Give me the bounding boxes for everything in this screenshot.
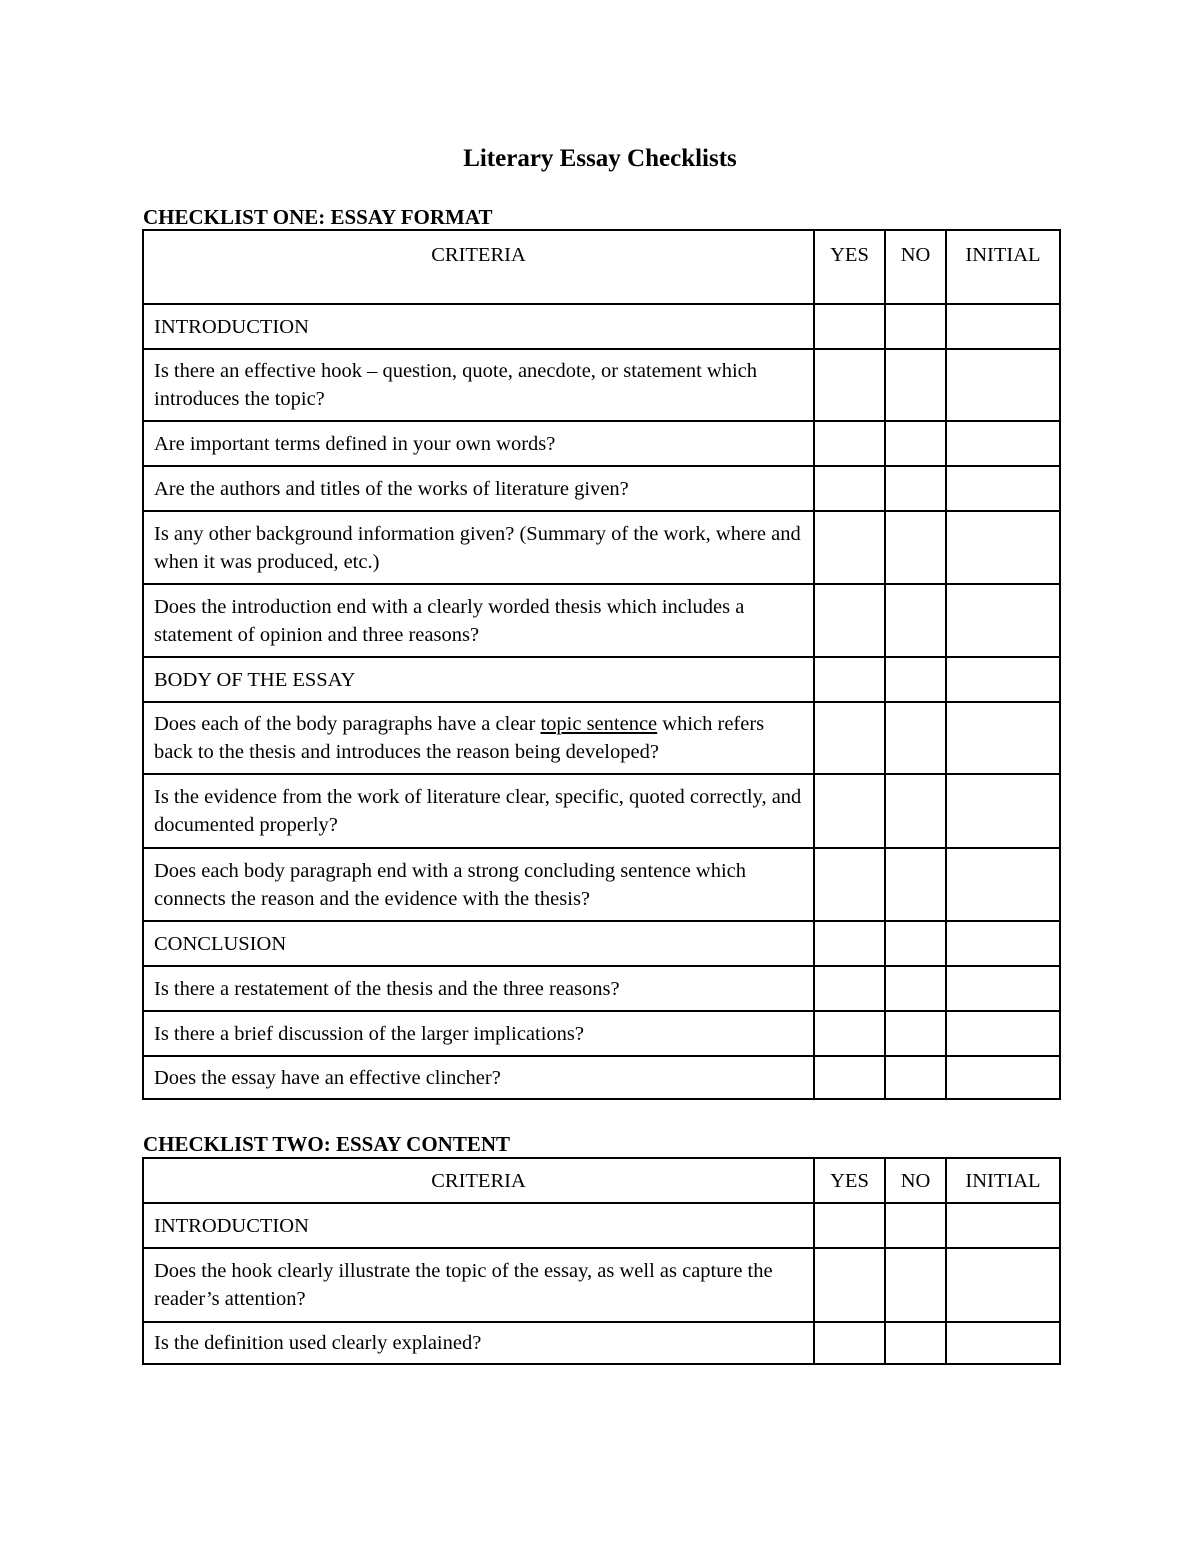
- initial-cell[interactable]: [946, 702, 1060, 774]
- initial-cell[interactable]: [946, 1203, 1060, 1248]
- criteria-text: Is the evidence from the work of literature clear, specific, quoted correctly, and documented properly?: [143, 774, 814, 848]
- criteria-text: Does each body paragraph end with a strong concluding sentence which connects the reason and the evidence with the thesis?: [143, 848, 814, 921]
- no-cell[interactable]: [885, 966, 946, 1011]
- table-row: [143, 1248, 1060, 1322]
- section-label-introduction: INTRODUCTION: [143, 1203, 814, 1248]
- initial-cell[interactable]: [946, 1322, 1060, 1364]
- yes-cell[interactable]: [814, 848, 885, 921]
- table-row: [143, 466, 1060, 511]
- initial-cell[interactable]: [946, 349, 1060, 421]
- criteria-text: Is any other background information given? (Summary of the work, where and when it was produced, etc.): [143, 511, 814, 584]
- no-cell[interactable]: [885, 657, 946, 702]
- criteria-text: Is there a restatement of the thesis and the three reasons?: [143, 966, 814, 1011]
- table-row: [143, 304, 1060, 349]
- table-header-row: [143, 230, 1060, 304]
- criteria-text: Is the definition used clearly explained?: [143, 1322, 814, 1364]
- section-label-body: BODY OF THE ESSAY: [143, 657, 814, 702]
- criteria-text: Are the authors and titles of the works of literature given?: [143, 466, 814, 511]
- yes-cell[interactable]: [814, 1011, 885, 1056]
- no-cell[interactable]: [885, 1011, 946, 1056]
- no-cell[interactable]: [885, 304, 946, 349]
- initial-cell[interactable]: [946, 466, 1060, 511]
- yes-cell[interactable]: [814, 921, 885, 966]
- initial-cell[interactable]: [946, 774, 1060, 848]
- table-row: [143, 966, 1060, 1011]
- column-header-initial: INITIAL: [946, 230, 1060, 304]
- no-cell[interactable]: [885, 702, 946, 774]
- initial-cell[interactable]: [946, 421, 1060, 466]
- column-header-no: NO: [885, 230, 946, 304]
- column-header-no: NO: [885, 1158, 946, 1203]
- criteria-text: Are important terms defined in your own words?: [143, 421, 814, 466]
- table-row: [143, 921, 1060, 966]
- checklist-one-heading: CHECKLIST ONE: ESSAY FORMAT: [143, 205, 493, 229]
- section-label-conclusion: CONCLUSION: [143, 921, 814, 966]
- yes-cell[interactable]: [814, 702, 885, 774]
- table-row: [143, 1322, 1060, 1364]
- table-row: [143, 511, 1060, 584]
- no-cell[interactable]: [885, 1322, 946, 1364]
- no-cell[interactable]: [885, 1056, 946, 1099]
- yes-cell[interactable]: [814, 966, 885, 1011]
- criteria-text: Does the hook clearly illustrate the topic of the essay, as well as capture the reader’s attention?: [143, 1248, 814, 1322]
- yes-cell[interactable]: [814, 466, 885, 511]
- yes-cell[interactable]: [814, 657, 885, 702]
- column-header-initial: INITIAL: [946, 1158, 1060, 1203]
- initial-cell[interactable]: [946, 584, 1060, 657]
- table-row: [143, 584, 1060, 657]
- table-header-row: [143, 1158, 1060, 1203]
- page-title: Literary Essay Checklists: [463, 145, 737, 172]
- column-header-yes: YES: [814, 230, 885, 304]
- criteria-text-before: Does each of the body paragraphs have a clear: [154, 713, 541, 735]
- no-cell[interactable]: [885, 584, 946, 657]
- no-cell[interactable]: [885, 921, 946, 966]
- criteria-text-after: which refers back to the thesis and introduces the reason being developed?: [154, 713, 765, 763]
- column-header-yes: YES: [814, 1158, 885, 1203]
- yes-cell[interactable]: [814, 584, 885, 657]
- table-row: [143, 421, 1060, 466]
- initial-cell[interactable]: [946, 848, 1060, 921]
- yes-cell[interactable]: [814, 421, 885, 466]
- table-row: [143, 349, 1060, 421]
- yes-cell[interactable]: [814, 1056, 885, 1099]
- table-row: [143, 848, 1060, 921]
- yes-cell[interactable]: [814, 511, 885, 584]
- no-cell[interactable]: [885, 1248, 946, 1322]
- checklist-two-table: [142, 1157, 1061, 1365]
- yes-cell[interactable]: [814, 304, 885, 349]
- no-cell[interactable]: [885, 848, 946, 921]
- yes-cell[interactable]: [814, 774, 885, 848]
- initial-cell[interactable]: [946, 1248, 1060, 1322]
- initial-cell[interactable]: [946, 1011, 1060, 1056]
- criteria-text: Does the introduction end with a clearly worded thesis which includes a statement of opinion and three reasons?: [143, 584, 814, 657]
- table-row: [143, 1011, 1060, 1056]
- no-cell[interactable]: [885, 349, 946, 421]
- table-row: [143, 774, 1060, 848]
- yes-cell[interactable]: [814, 1203, 885, 1248]
- column-header-criteria: CRITERIA: [143, 230, 814, 304]
- initial-cell[interactable]: [946, 304, 1060, 349]
- criteria-text: Is there an effective hook – question, quote, anecdote, or statement which introduces the topic?: [143, 349, 814, 421]
- no-cell[interactable]: [885, 511, 946, 584]
- criteria-text: [143, 702, 814, 774]
- table-row: [143, 702, 1060, 774]
- table-row: [143, 1056, 1060, 1099]
- no-cell[interactable]: [885, 1203, 946, 1248]
- underlined-term: topic sentence: [540, 713, 658, 735]
- criteria-text: Is there a brief discussion of the larger implications?: [143, 1011, 814, 1056]
- no-cell[interactable]: [885, 466, 946, 511]
- section-label-introduction: INTRODUCTION: [143, 304, 814, 349]
- initial-cell[interactable]: [946, 966, 1060, 1011]
- table-row: [143, 1203, 1060, 1248]
- no-cell[interactable]: [885, 421, 946, 466]
- column-header-criteria: CRITERIA: [143, 1158, 814, 1203]
- checklist-two-heading: CHECKLIST TWO: ESSAY CONTENT: [143, 1132, 511, 1156]
- initial-cell[interactable]: [946, 921, 1060, 966]
- initial-cell[interactable]: [946, 657, 1060, 702]
- no-cell[interactable]: [885, 774, 946, 848]
- yes-cell[interactable]: [814, 349, 885, 421]
- yes-cell[interactable]: [814, 1248, 885, 1322]
- yes-cell[interactable]: [814, 1322, 885, 1364]
- checklist-one-table: [142, 229, 1061, 1100]
- initial-cell[interactable]: [946, 511, 1060, 584]
- criteria-text: Does the essay have an effective clincher?: [143, 1056, 814, 1099]
- table-row: [143, 657, 1060, 702]
- initial-cell[interactable]: [946, 1056, 1060, 1099]
